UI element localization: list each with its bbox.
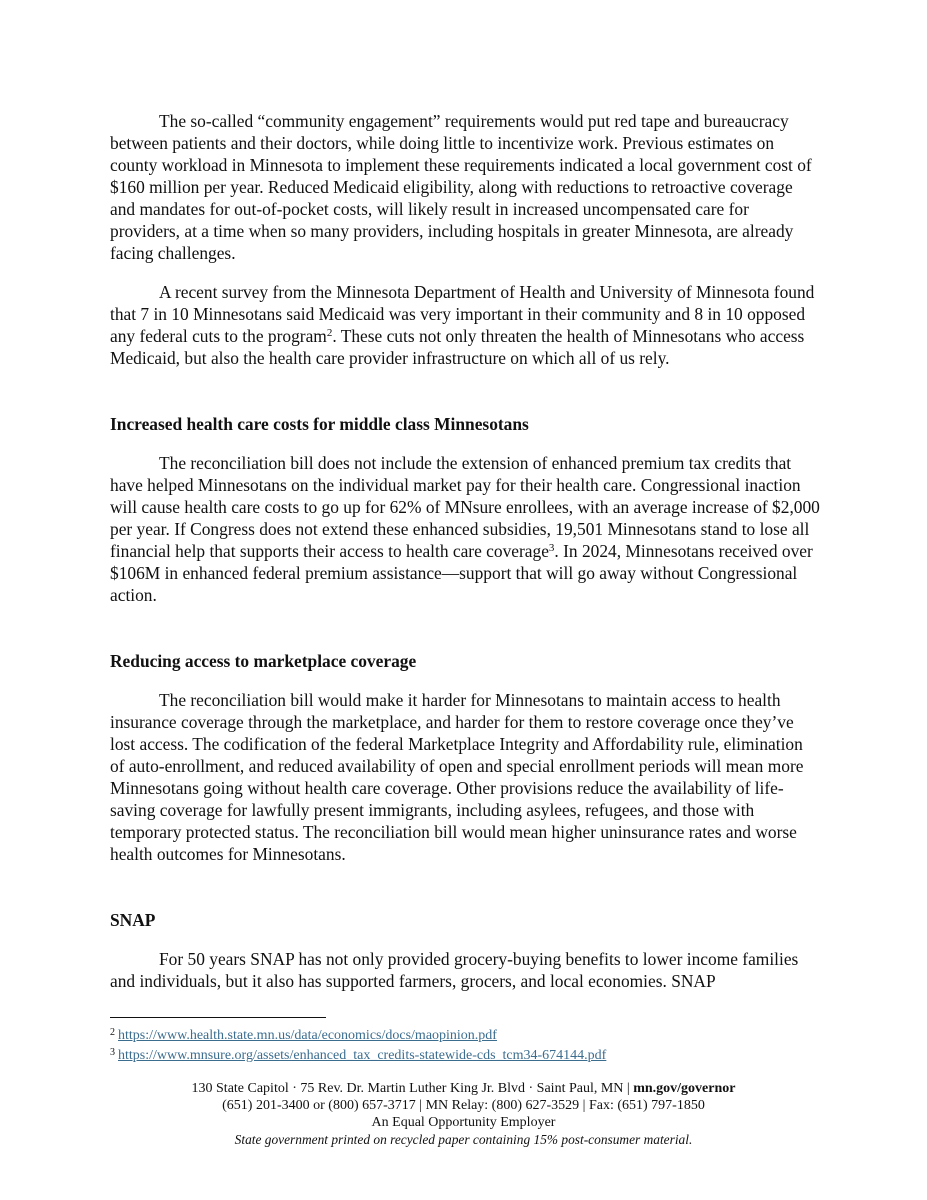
document-body	[110, 110, 820, 992]
paragraph-tax-credits-text: The reconciliation bill does not include the extension of enhanced premium tax credits that have helped Minnesotans on the individual market pay for their health care. Congressional inaction will cause health care costs to go up for 62% of MNsure enrollees, with an average increase of $2,000 per year. If Congress does not extend these enhanced subsidies, 19,501 Minnesotans stand to lose all financial help that supports their access to health care coverage	[110, 453, 820, 561]
section-heading-marketplace: Reducing access to marketplace coverage	[110, 651, 417, 671]
footnote-number: 3	[110, 1047, 115, 1058]
paragraph-survey-tail: . These cuts not only threaten the health of Minnesotans who access Medicaid, but also the health care provider infrastructure on which all of us rely.	[110, 326, 805, 368]
paragraph-tax-credits	[110, 452, 820, 606]
footer-phones: (651) 201-3400 or (800) 657-3717 | MN Relay: (800) 627-3529 | Fax: (651) 797-1850	[222, 1098, 705, 1113]
footnotes	[110, 1024, 830, 1064]
footer-address-line	[110, 1080, 817, 1097]
paragraph-snap: For 50 years SNAP has not only provided grocery-buying benefits to lower income families and individuals, but it also has supported farmers, grocers, and local economies. SNAP	[110, 949, 799, 991]
paragraph-marketplace: The reconciliation bill would make it harder for Minnesotans to maintain access to health insurance coverage through the marketplace, and harder for them to restore coverage once they’ve lost access. The codification of the federal Marketplace Integrity and Affordability rule, elimination of auto-enrollment, and reduced availability of open and special enrollment periods will mean more Minnesotans going without health care coverage. Other provisions reduce the availability of life-saving coverage for lawfully present immigrants, including asylees, refugees, and those with temporary protected status. The reconciliation bill would mean higher uninsurance rates and worse health outcomes for Minnesotans.	[110, 690, 804, 864]
footnote-number: 2	[110, 1027, 115, 1038]
section-heading-snap: SNAP	[110, 910, 156, 930]
footnote-3	[110, 1044, 830, 1064]
footer-address: 130 State Capitol · 75 Rev. Dr. Martin Luther King Jr. Blvd · Saint Paul, MN |	[191, 1081, 634, 1096]
paragraph-community-engagement: The so-called “community engagement” requirements would put red tape and bureaucracy between patients and their doctors, while doing little to incentivize work. Previous estimates on county workload in Minnesota to implement these requirements indicated a local government cost of $160 million per year. Reduced Medicaid eligibility, along with reductions to retroactive coverage and mandates for out-of-pocket costs, will likely result in increased uncompensated care for providers, at a time when so many providers, including hospitals in greater Minnesota, are already facing challenges.	[110, 111, 812, 263]
footer-website[interactable]: mn.gov/governor	[633, 1081, 736, 1096]
section-heading-costs: Increased health care costs for middle class Minnesotans	[110, 414, 529, 434]
paragraph-survey	[110, 281, 820, 369]
footnote-2	[110, 1024, 830, 1044]
footer-employer: An Equal Opportunity Employer	[371, 1115, 556, 1130]
paragraph-survey-text: A recent survey from the Minnesota Department of Health and University of Minnesota found that 7 in 10 Minnesotans said Medicaid was very important in their community and 8 in 10 opposed any federal cuts to the program	[110, 282, 815, 346]
footnote-ref-2[interactable]: 2	[326, 327, 333, 339]
footnote-divider	[110, 1017, 326, 1018]
footnote-ref-3[interactable]: 3	[548, 542, 555, 554]
footnote-link-mnsure[interactable]: https://www.mnsure.org/assets/enhanced_tax_credits-statewide-cds_tcm34-674144.pdf	[118, 1048, 607, 1063]
footer-recycled-note: State government printed on recycled paper containing 15% post-consumer material.	[234, 1132, 693, 1147]
paragraph-tax-credits-tail: . In 2024, Minnesotans received over $106M in enhanced federal premium assistance—support that will go away without Congressional action.	[110, 541, 813, 605]
footnote-link-health[interactable]: https://www.health.state.mn.us/data/economics/docs/maopinion.pdf	[118, 1028, 497, 1043]
page-footer	[110, 1080, 817, 1148]
